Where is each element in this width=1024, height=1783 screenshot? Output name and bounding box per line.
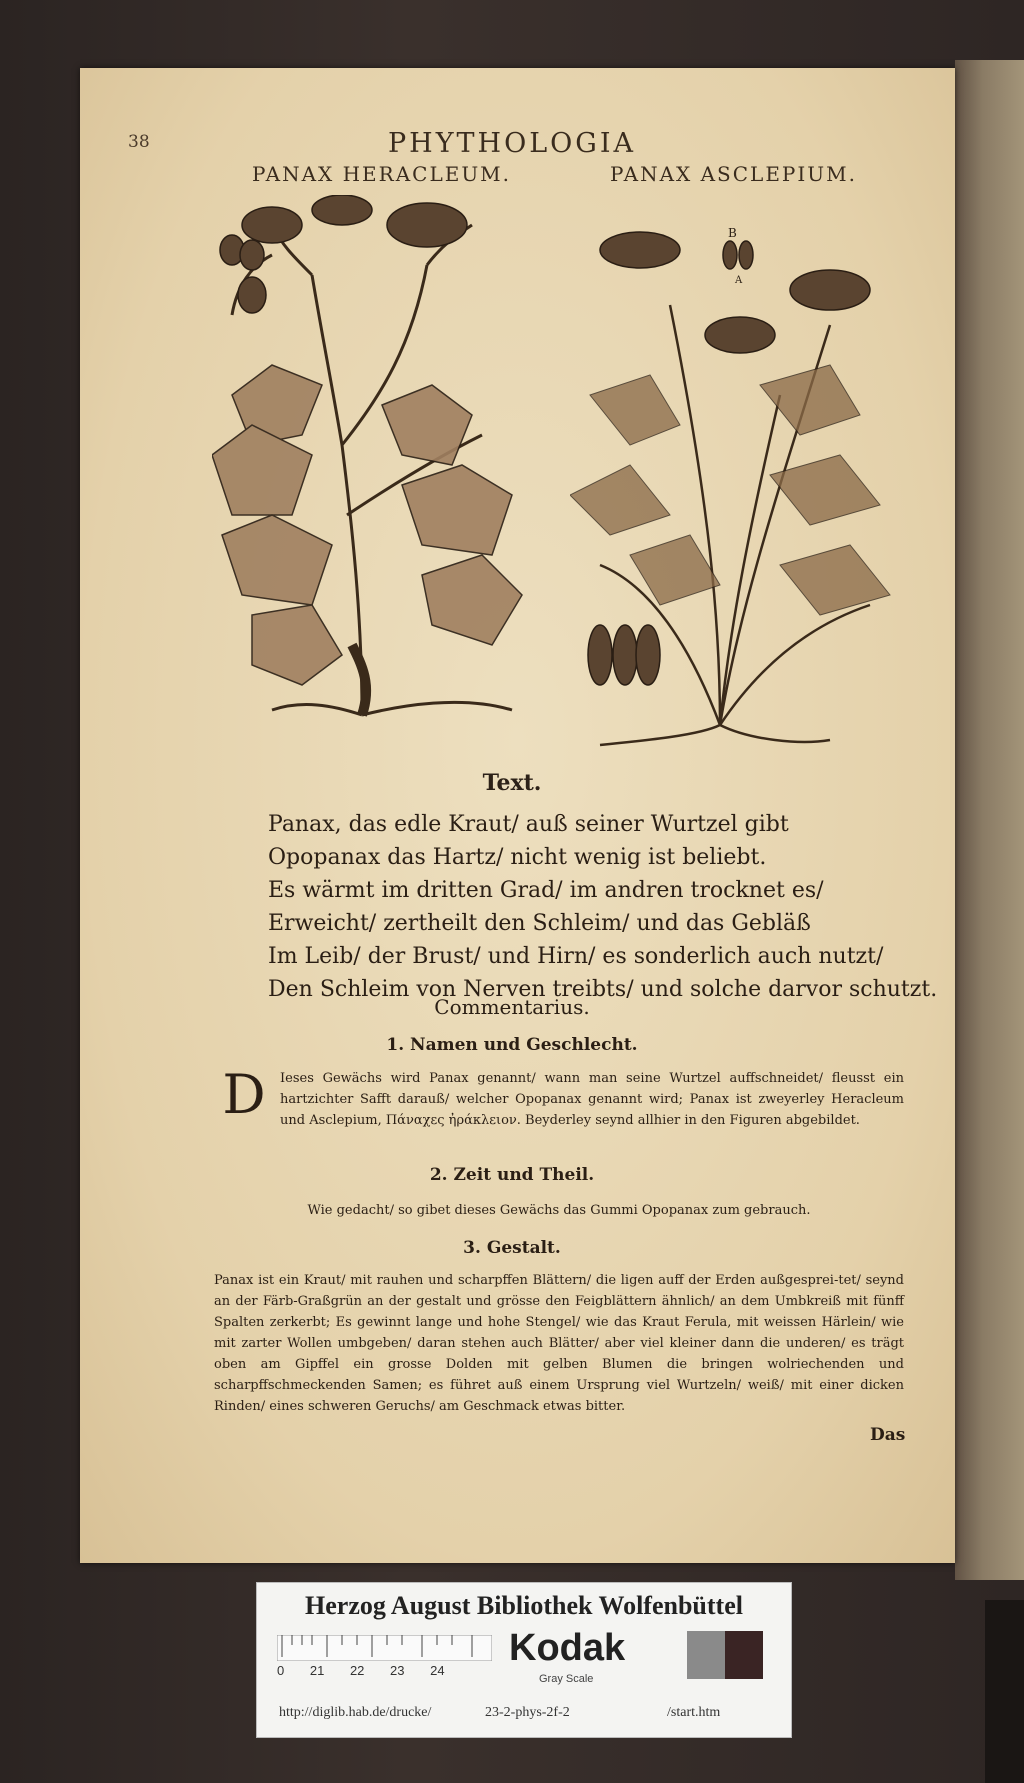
url-left: http://diglib.hab.de/drucke/ — [279, 1705, 432, 1720]
section-heading-time: 2. Zeit und Theil. — [429, 1165, 595, 1185]
url-id: 23-2-phys-2f-2 — [485, 1705, 570, 1720]
section-paragraph-names — [214, 1063, 904, 1131]
decorated-initial: D — [222, 1063, 266, 1126]
running-head: PHYTHOLOGIA — [387, 128, 637, 159]
url-right: /start.htm — [667, 1705, 721, 1720]
verse-line: Im Leib/ der Brust/ und Hirn/ es sonderlich auch nutzt/ — [268, 944, 884, 969]
figure-label-b: B — [728, 226, 737, 240]
verse-line: Opopanax das Hartz/ nicht wenig ist beliebt. — [268, 845, 767, 870]
section-heading-names: 1. Namen und Geschlecht. — [386, 1035, 638, 1055]
verse-line: Es wärmt im dritten Grad/ im andren trocknet es/ — [268, 878, 824, 903]
figure-caption-right: PANAX ASCLEPIUM. — [610, 162, 857, 186]
facing-page-edge — [955, 60, 1024, 1580]
gray-swatch-dark — [725, 1631, 763, 1679]
section-heading-form: 3. Gestalt. — [463, 1238, 561, 1258]
page-number: 38 — [128, 132, 150, 152]
verse-line: Panax, das edle Kraut/ auß seiner Wurtzel gibt — [268, 812, 789, 837]
library-name: Herzog August Bibliothek Wolfenbüttel — [305, 1591, 743, 1620]
scale-ruler — [277, 1635, 492, 1661]
woodcut-panax-asclepium — [570, 225, 900, 765]
scan-margin — [985, 1600, 1024, 1783]
woodcut-panax-heracleum — [212, 195, 552, 735]
verse-block — [268, 808, 938, 1006]
text-heading: Text. — [482, 770, 542, 796]
kodak-logo: Kodak — [509, 1627, 626, 1669]
section-paragraph-time: Wie gedacht/ so gibet dieses Gewächs das Gummi Opopanax zum gebrauch. — [307, 1203, 811, 1218]
commentary-title: Commentarius. — [434, 995, 590, 1019]
gray-swatch-light — [687, 1631, 725, 1679]
verse-line: Erweicht/ zertheilt den Schleim/ und das Gebläß — [268, 911, 811, 936]
catchword: Das — [870, 1425, 906, 1445]
verse-line: Den Schleim von Nerven treibts/ und solche darvor schutzt. — [268, 977, 938, 1002]
paragraph-text: Ieses Gewächs wird Panax genannt/ wann man seine Wurtzel auffschneidet/ fleusst ein hartzichter Safft darauß/ welcher Opopanax genannt wird; Panax ist zweyerley Heracleum und Asclepium, Πάναχες ἠράκλειον. Beyderley seynd allhier in den Figuren abgebildet. — [280, 1071, 904, 1128]
section-paragraph-form: Panax ist ein Kraut/ mit rauhen und scharpffen Blättern/ die ligen auff der Erden außgesprei-tet/ seynd an der Färb-Graßgrün an der gestalt und grösse den Feigblättern ähnlich/ an dem Umbkreiß mit fünff Spalten zerkerbt; Es gewinnt lange und hohe Stengel/ wie das Kraut Ferula, mit weissen Härlein/ wie mit zarter Wollen umbgeben/ daran stehen auch Blätter/ aber viel kleiner dann die underen/ es trägt oben am Gipffel ein grosse Dolden mit gelben Blumen die bringen wolriechenden und scharpffschmeckenden Samen; es führet auß einem Ursprung viel Wurtzeln/ weiß/ mit einer dicken Rinden/ eines schweren Geruchs/ am Geschmack etwas bitter. — [214, 1273, 904, 1414]
color-target-card — [256, 1582, 792, 1738]
gray-scale-label: Gray Scale — [539, 1673, 594, 1685]
ruler-numbers: 0 21 22 23 24 — [277, 1663, 445, 1678]
figure-caption-left: PANAX HERACLEUM. — [252, 162, 512, 186]
figure-label-a: A — [735, 275, 743, 286]
